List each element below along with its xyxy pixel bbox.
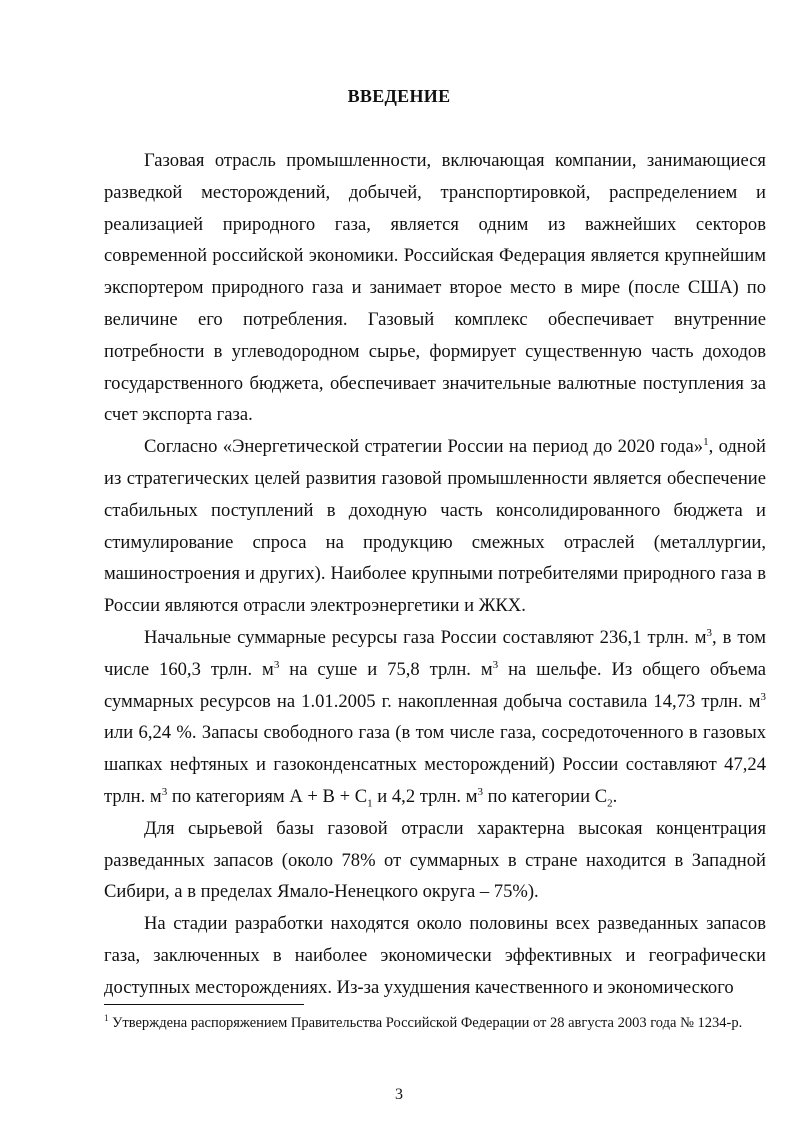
paragraph-2: Согласно «Энергетической стратегии России на период до 2020 года»$^1$, одной из стратегических целей развития газовой промышленности является обеспечение стабильных поступлений в доходную часть консолидированного бюджета и стимулирование спроса на продукцию смежных отраслей (металлургии, машиностроения и других). Наиболее крупными потребителями природного газа в России являются отрасли электроэнергетики и ЖКХ. [104, 435, 767, 617]
footnote-reference: 1 [703, 435, 709, 448]
footnote-mark: 1 [104, 1013, 109, 1024]
footnote-text: Утверждена распоряжением Правительства Российской Федерации от 28 августа 2003 года № 1234-р. [108, 1015, 743, 1031]
footnote [104, 1014, 744, 1033]
paragraph-5: На стадии разработки находятся около половины всех разведанных запасов газа, заключенных в наиболее экономически эффективных и географически доступных месторождениях. Из-за ухудшения качественного и экономического [104, 913, 766, 998]
page-number: 3 [395, 1086, 403, 1103]
paragraph-1: Газовая отрасль промышленности, включающая компании, занимающиеся разведкой месторождений, добычей, транспортировкой, распределением и реализацией природного газа, является одним из важнейших секторов современной российской экономики. Российская Федерация является крупнейшим экспортером природного газа и занимает второе место в мире (после США) по величине его потребления. Газовый комплекс обеспечивает внутренние потребности в углеводородном сырье, формирует существенную часть доходов государственного бюджета, обеспечивает значительные валютные поступления за счет экспорта газа. [104, 150, 766, 426]
paragraph-3: Начальные суммарные ресурсы газа России составляют 236,1 трлн. $м^3$, в том числе 160,3 трлн. $м^3$ на суше и 75,8 трлн. $м^3$ на шельфе. Из общего объема суммарных ресурсов на 1.01.2005 г. накопленная добыча составила 14,73 трлн. $м^3$ или 6,24 %. Запасы свободного газа (в том числе газа, сосредоточенного в газовых шапках нефтяных и газоконденсатных месторождений) России составляют 47,24 трлн. $м^3$ по категориям $А + В + С_1$ и 4,2 трлн. $м^3$ по категории $С_2$. [104, 626, 767, 810]
body-text [104, 145, 766, 1004]
page-title: ВВЕДЕНИЕ [347, 86, 451, 106]
paragraph-4: Для сырьевой базы газовой отрасли характерна высокая концентрация разведанных запасов (около 78% от суммарных в стране находится в Западной Сибири, а в пределах Ямало-Ненецкого округа – 75%). [104, 817, 766, 903]
footnote-divider [104, 1004, 304, 1005]
